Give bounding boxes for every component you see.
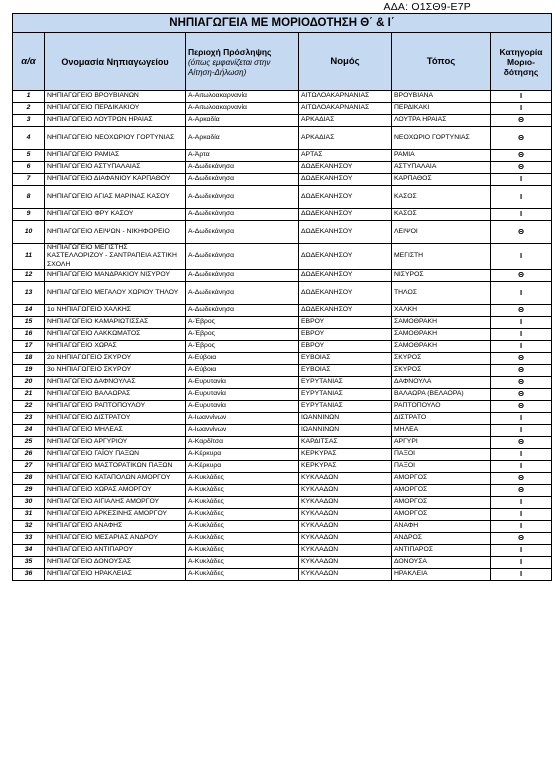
table-row <box>13 150 552 162</box>
recruitment-region: Α-Ευρυτανία <box>186 388 299 400</box>
scoring-category: Θ <box>491 150 552 162</box>
location: ΑΜΟΡΓΟΣ <box>392 496 491 508</box>
prefecture: ΕΥΒΟΙΑΣ <box>299 364 392 376</box>
prefecture: ΚΥΚΛΑΔΩΝ <box>299 568 392 580</box>
header-row <box>13 33 552 91</box>
recruitment-region: Α-Κυκλάδες <box>186 544 299 556</box>
recruitment-region: Α-Ιωαννίνων <box>186 412 299 424</box>
col-header-category: Κατηγορία Μοριο-δότησης <box>491 33 552 91</box>
prefecture: ΕΥΡΥΤΑΝΙΑΣ <box>299 400 392 412</box>
recruitment-region: Α-Έβρος <box>186 328 299 340</box>
recruitment-region: Α-Κέρκυρα <box>186 460 299 472</box>
scoring-category: Ι <box>491 174 552 186</box>
recruitment-region: Α-Κυκλάδες <box>186 484 299 496</box>
recruitment-region: Α-Άρτα <box>186 150 299 162</box>
prefecture: ΕΥΡΥΤΑΝΙΑΣ <box>299 376 392 388</box>
prefecture: ΙΩΑΝΝΙΝΩΝ <box>299 412 392 424</box>
kindergarten-table <box>12 13 552 581</box>
col-header-region-sub: (όπως εμφανίζεται στην Αίτηση-Δήλωση) <box>188 57 271 77</box>
table-row <box>13 103 552 115</box>
table-row <box>13 544 552 556</box>
row-number: 23 <box>13 412 45 424</box>
kindergarten-name: ΝΗΠΙΑΓΩΓΕΙΟ ΔΟΝΟΥΣΑΣ <box>45 556 186 568</box>
kindergarten-name: ΝΗΠΙΑΓΩΓΕΙΟ ΡΑΠΤΟΠΟΥΛΟΥ <box>45 400 186 412</box>
kindergarten-name: ΝΗΠΙΑΓΩΓΕΙΟ ΜΑΝΔΡΑΚΙΟΥ ΝΙΣΥΡΟΥ <box>45 269 186 281</box>
location: ΠΑΞΟΙ <box>392 460 491 472</box>
location: ΑΜΟΡΓΟΣ <box>392 472 491 484</box>
prefecture: ΚΑΡΔΙΤΣΑΣ <box>299 436 392 448</box>
location: ΑΜΟΡΓΟΣ <box>392 484 491 496</box>
recruitment-region: Α-Δωδεκάνησα <box>186 244 299 270</box>
table-row <box>13 412 552 424</box>
table-title-row <box>13 14 552 33</box>
recruitment-region: Α-Δωδεκάνησα <box>186 281 299 304</box>
scoring-category: Ι <box>491 568 552 580</box>
table-row <box>13 448 552 460</box>
table-row <box>13 221 552 244</box>
recruitment-region: Α-Κυκλάδες <box>186 472 299 484</box>
col-header-region <box>186 33 299 91</box>
prefecture: ΚΥΚΛΑΔΩΝ <box>299 556 392 568</box>
row-number: 28 <box>13 472 45 484</box>
scoring-category: Θ <box>491 269 552 281</box>
recruitment-region: Α-Αρκαδία <box>186 127 299 150</box>
recruitment-region: Α-Κέρκυρα <box>186 448 299 460</box>
location: ΔΙΣΤΡΑΤΟ <box>392 412 491 424</box>
prefecture: ΕΥΒΟΙΑΣ <box>299 352 392 364</box>
recruitment-region: Α-Κυκλάδες <box>186 532 299 544</box>
table-row <box>13 186 552 209</box>
location: ΛΕΙΨΟΙ <box>392 221 491 244</box>
col-header-topos: Τόπος <box>392 33 491 91</box>
row-number: 16 <box>13 328 45 340</box>
row-number: 32 <box>13 520 45 532</box>
kindergarten-name: 1ο ΝΗΠΙΑΓΩΓΕΙΟ ΧΑΛΚΗΣ <box>45 304 186 316</box>
kindergarten-name: ΝΗΠΙΑΓΩΓΕΙΟ ΛΕΙΨΩΝ - ΝΙΚΗΦΟΡΕΙΟ <box>45 221 186 244</box>
table-row <box>13 484 552 496</box>
recruitment-region: Α-Κυκλάδες <box>186 508 299 520</box>
prefecture: ΕΥΡΥΤΑΝΙΑΣ <box>299 388 392 400</box>
row-number: 12 <box>13 269 45 281</box>
kindergarten-name: ΝΗΠΙΑΓΩΓΕΙΟ ΑΝΤΙΠΑΡΟΥ <box>45 544 186 556</box>
kindergarten-name: ΝΗΠΙΑΓΩΓΕΙΟ ΔΑΦΝΟΥΛΑΣ <box>45 376 186 388</box>
table-row <box>13 364 552 376</box>
recruitment-region: Α-Κυκλάδες <box>186 568 299 580</box>
scoring-category: Ι <box>491 556 552 568</box>
row-number: 15 <box>13 316 45 328</box>
prefecture: ΚΥΚΛΑΔΩΝ <box>299 496 392 508</box>
location: ΚΑΣΟΣ <box>392 186 491 209</box>
kindergarten-name: ΝΗΠΙΑΓΩΓΕΙΟ ΚΑΜΑΡΙΩΤΙΣΣΑΣ <box>45 316 186 328</box>
prefecture: ΕΒΡΟΥ <box>299 316 392 328</box>
scoring-category: Ι <box>491 340 552 352</box>
row-number: 14 <box>13 304 45 316</box>
table-row <box>13 352 552 364</box>
prefecture: ΙΩΑΝΝΙΝΩΝ <box>299 424 392 436</box>
location: ΡΑΜΙΑ <box>392 150 491 162</box>
location: ΑΣΤΥΠΑΛΑΙΑ <box>392 162 491 174</box>
prefecture: ΚΕΡΚΥΡΑΣ <box>299 448 392 460</box>
row-number: 13 <box>13 281 45 304</box>
table-row <box>13 508 552 520</box>
kindergarten-name: ΝΗΠΙΑΓΩΓΕΙΟ ΧΩΡΑΣ ΑΜΟΡΓΟΥ <box>45 484 186 496</box>
scoring-category: Θ <box>491 304 552 316</box>
kindergarten-name: ΝΗΠΙΑΓΩΓΕΙΟ ΛΑΚΚΩΜΑΤΟΣ <box>45 328 186 340</box>
scoring-category: Ι <box>491 186 552 209</box>
kindergarten-name: ΝΗΠΙΑΓΩΓΕΙΟ ΑΣΤΥΠΑΛΑΙΑΣ <box>45 162 186 174</box>
scoring-category: Ι <box>491 316 552 328</box>
scoring-category: Θ <box>491 364 552 376</box>
table-row <box>13 269 552 281</box>
prefecture: ΔΩΔΕΚΑΝΗΣΟΥ <box>299 221 392 244</box>
location: ΣΚΥΡΟΣ <box>392 352 491 364</box>
kindergarten-name: ΝΗΠΙΑΓΩΓΕΙΟ ΛΟΥΤΡΩΝ ΗΡΑΙΑΣ <box>45 115 186 127</box>
table-body <box>13 91 552 581</box>
table-row <box>13 209 552 221</box>
table-row <box>13 328 552 340</box>
table-row <box>13 91 552 103</box>
kindergarten-name: ΝΗΠΙΑΓΩΓΕΙΟ ΧΩΡΑΣ <box>45 340 186 352</box>
location: ΣΑΜΟΘΡΑΚΗ <box>392 340 491 352</box>
row-number: 10 <box>13 221 45 244</box>
prefecture: ΔΩΔΕΚΑΝΗΣΟΥ <box>299 209 392 221</box>
recruitment-region: Α-Κυκλάδες <box>186 496 299 508</box>
scoring-category: Θ <box>491 352 552 364</box>
prefecture: ΚΕΡΚΥΡΑΣ <box>299 460 392 472</box>
kindergarten-name: ΝΗΠΙΑΓΩΓΕΙΟ ΑΡΚΕΣΙΝΗΣ ΑΜΟΡΓΟΥ <box>45 508 186 520</box>
location: ΧΑΛΚΗ <box>392 304 491 316</box>
recruitment-region: Α-Ευρυτανία <box>186 400 299 412</box>
scoring-category: Ι <box>491 508 552 520</box>
location: ΝΙΣΥΡΟΣ <box>392 269 491 281</box>
col-header-nomos: Νομός <box>299 33 392 91</box>
kindergarten-name: ΝΗΠΙΑΓΩΓΕΙΟ ΑΓΙΑΣ ΜΑΡΙΝΑΣ ΚΑΣΟΥ <box>45 186 186 209</box>
kindergarten-name: ΝΗΠΙΑΓΩΓΕΙΟ ΔΙΣΤΡΑΤΟΥ <box>45 412 186 424</box>
row-number: 30 <box>13 496 45 508</box>
kindergarten-name: ΝΗΠΙΑΓΩΓΕΙΟ ΓΑΪΟΥ ΠΑΞΩΝ <box>45 448 186 460</box>
table-row <box>13 127 552 150</box>
row-number: 35 <box>13 556 45 568</box>
recruitment-region: Α-Εύβοια <box>186 364 299 376</box>
row-number: 7 <box>13 174 45 186</box>
scoring-category: Ι <box>491 91 552 103</box>
prefecture: ΕΒΡΟΥ <box>299 340 392 352</box>
recruitment-region: Α-Κυκλάδες <box>186 556 299 568</box>
table-row <box>13 472 552 484</box>
scoring-category: Θ <box>491 532 552 544</box>
recruitment-region: Α-Αιτωλοακαρνανία <box>186 103 299 115</box>
row-number: 27 <box>13 460 45 472</box>
location: ΔΟΝΟΥΣΑ <box>392 556 491 568</box>
prefecture: ΑΙΤΩΛΟΑΚΑΡΝΑΝΙΑΣ <box>299 103 392 115</box>
row-number: 31 <box>13 508 45 520</box>
location: ΑΡΓΥΡΙ <box>392 436 491 448</box>
scoring-category: Ι <box>491 496 552 508</box>
scoring-category: Ι <box>491 103 552 115</box>
scoring-category: Θ <box>491 436 552 448</box>
table-row <box>13 436 552 448</box>
scoring-category: Θ <box>491 388 552 400</box>
recruitment-region: Α-Δωδεκάνησα <box>186 269 299 281</box>
table-title: ΝΗΠΙΑΓΩΓΕΙΑ ΜΕ ΜΟΡΙΟΔΟΤΗΣΗ Θ΄ & Ι΄ <box>13 14 552 33</box>
location: ΝΕΟΧΩΡΙΟ ΓΟΡΤΥΝΙΑΣ <box>392 127 491 150</box>
location: ΑΝΑΦΗ <box>392 520 491 532</box>
prefecture: ΔΩΔΕΚΑΝΗΣΟΥ <box>299 269 392 281</box>
kindergarten-name: ΝΗΠΙΑΓΩΓΕΙΟ ΡΑΜΙΑΣ <box>45 150 186 162</box>
kindergarten-name: ΝΗΠΙΑΓΩΓΕΙΟ ΠΕΡΔΙΚΑΚΙΟΥ <box>45 103 186 115</box>
kindergarten-name: 3ο ΝΗΠΙΑΓΩΓΕΙΟ ΣΚΥΡΟΥ <box>45 364 186 376</box>
recruitment-region: Α-Έβρος <box>186 340 299 352</box>
row-number: 18 <box>13 352 45 364</box>
location: ΑΝΤΙΠΑΡΟΣ <box>392 544 491 556</box>
scoring-category: Ι <box>491 281 552 304</box>
kindergarten-name: ΝΗΠΙΑΓΩΓΕΙΟ ΝΕΟΧΩΡΙΟΥ ΓΟΡΤΥΝΙΑΣ <box>45 127 186 150</box>
table-row <box>13 520 552 532</box>
table-row <box>13 244 552 270</box>
location: ΡΑΠΤΟΠΟΥΛΟ <box>392 400 491 412</box>
prefecture: ΔΩΔΕΚΑΝΗΣΟΥ <box>299 162 392 174</box>
table-row <box>13 340 552 352</box>
row-number: 22 <box>13 400 45 412</box>
kindergarten-name: 2ο ΝΗΠΙΑΓΩΓΕΙΟ ΣΚΥΡΟΥ <box>45 352 186 364</box>
prefecture: ΑΡΚΑΔΙΑΣ <box>299 115 392 127</box>
prefecture: ΚΥΚΛΑΔΩΝ <box>299 532 392 544</box>
table-row <box>13 424 552 436</box>
prefecture: ΚΥΚΛΑΔΩΝ <box>299 508 392 520</box>
location: ΑΜΟΡΓΟΣ <box>392 508 491 520</box>
scoring-category: Θ <box>491 472 552 484</box>
prefecture: ΔΩΔΕΚΑΝΗΣΟΥ <box>299 244 392 270</box>
row-number: 3 <box>13 115 45 127</box>
table-row <box>13 115 552 127</box>
location: ΒΡΟΥΒΙΑΝΑ <box>392 91 491 103</box>
table-row <box>13 174 552 186</box>
kindergarten-name: ΝΗΠΙΑΓΩΓΕΙΟ ΜΕΣΑΡΙΑΣ ΑΝΔΡΟΥ <box>45 532 186 544</box>
recruitment-region: Α-Αρκαδία <box>186 115 299 127</box>
recruitment-region: Α-Εύβοια <box>186 352 299 364</box>
prefecture: ΚΥΚΛΑΔΩΝ <box>299 484 392 496</box>
scoring-category: Ι <box>491 520 552 532</box>
row-number: 9 <box>13 209 45 221</box>
kindergarten-name: ΝΗΠΙΑΓΩΓΕΙΟ ΜΑΣΤΟΡΑΤΙΚΩΝ ΠΑΞΩΝ <box>45 460 186 472</box>
location: ΚΑΣΟΣ <box>392 209 491 221</box>
kindergarten-name: ΝΗΠΙΑΓΩΓΕΙΟ ΒΑΛΑΩΡΑΣ <box>45 388 186 400</box>
kindergarten-name: ΝΗΠΙΑΓΩΓΕΙΟ ΑΡΓΥΡΙΟΥ <box>45 436 186 448</box>
scoring-category: Θ <box>491 115 552 127</box>
row-number: 21 <box>13 388 45 400</box>
prefecture: ΔΩΔΕΚΑΝΗΣΟΥ <box>299 186 392 209</box>
row-number: 8 <box>13 186 45 209</box>
recruitment-region: Α-Αιτωλοακαρνανία <box>186 91 299 103</box>
prefecture: ΔΩΔΕΚΑΝΗΣΟΥ <box>299 304 392 316</box>
scoring-category: Θ <box>491 162 552 174</box>
location: ΔΑΦΝΟΥΛΑ <box>392 376 491 388</box>
prefecture: ΑΙΤΩΛΟΑΚΑΡΝΑΝΙΑΣ <box>299 91 392 103</box>
recruitment-region: Α-Έβρος <box>186 316 299 328</box>
row-number: 20 <box>13 376 45 388</box>
row-number: 34 <box>13 544 45 556</box>
kindergarten-name: ΝΗΠΙΑΓΩΓΕΙΟ ΔΙΑΦΑΝΙΟΥ ΚΑΡΠΑΘΟΥ <box>45 174 186 186</box>
recruitment-region: Α-Δωδεκάνησα <box>186 304 299 316</box>
scoring-category: Θ <box>491 484 552 496</box>
table-row <box>13 376 552 388</box>
location: ΚΑΡΠΑΘΟΣ <box>392 174 491 186</box>
row-number: 1 <box>13 91 45 103</box>
scoring-category: Θ <box>491 400 552 412</box>
kindergarten-name: ΝΗΠΙΑΓΩΓΕΙΟ ΑΝΑΦΗΣ <box>45 520 186 532</box>
table-row <box>13 532 552 544</box>
recruitment-region: Α-Ευρυτανία <box>186 376 299 388</box>
kindergarten-name: ΝΗΠΙΑΓΩΓΕΙΟ ΑΙΓΙΑΛΗΣ ΑΜΟΡΓΟΥ <box>45 496 186 508</box>
scoring-category: Ι <box>491 244 552 270</box>
scoring-category: Ι <box>491 209 552 221</box>
scoring-category: Ι <box>491 328 552 340</box>
location: ΗΡΑΚΛΕΙΑ <box>392 568 491 580</box>
kindergarten-name: ΝΗΠΙΑΓΩΓΕΙΟ ΜΗΛΕΑΣ <box>45 424 186 436</box>
recruitment-region: Α-Κυκλάδες <box>186 520 299 532</box>
prefecture: ΔΩΔΕΚΑΝΗΣΟΥ <box>299 281 392 304</box>
row-number: 24 <box>13 424 45 436</box>
location: ΜΗΛΕΑ <box>392 424 491 436</box>
recruitment-region: Α-Δωδεκάνησα <box>186 186 299 209</box>
kindergarten-name: ΝΗΠΙΑΓΩΓΕΙΟ ΜΕΓΙΣΤΗΣ ΚΑΣΤΕΛΛΟΡΙΖΟΥ - ΣΑΝΤΡΑΠΕΙΑ ΑΣΤΙΚΗ ΣΧΟΛΗ <box>45 244 186 270</box>
scoring-category: Θ <box>491 376 552 388</box>
table-row <box>13 556 552 568</box>
row-number: 33 <box>13 532 45 544</box>
location: ΛΟΥΤΡΑ ΗΡΑΙΑΣ <box>392 115 491 127</box>
scoring-category: Ι <box>491 448 552 460</box>
kindergarten-name: ΝΗΠΙΑΓΩΓΕΙΟ ΒΡΟΥΒΙΑΝΩΝ <box>45 91 186 103</box>
row-number: 4 <box>13 127 45 150</box>
prefecture: ΔΩΔΕΚΑΝΗΣΟΥ <box>299 174 392 186</box>
row-number: 17 <box>13 340 45 352</box>
prefecture: ΑΡΚΑΔΙΑΣ <box>299 127 392 150</box>
scoring-category: Ι <box>491 424 552 436</box>
scoring-category: Θ <box>491 221 552 244</box>
row-number: 11 <box>13 244 45 270</box>
table-row <box>13 400 552 412</box>
recruitment-region: Α-Δωδεκάνησα <box>186 209 299 221</box>
table-row <box>13 281 552 304</box>
row-number: 6 <box>13 162 45 174</box>
col-header-name: Ονομασία Νηπιαγωγείου <box>45 33 186 91</box>
recruitment-region: Α-Δωδεκάνησα <box>186 162 299 174</box>
table-row <box>13 460 552 472</box>
row-number: 29 <box>13 484 45 496</box>
table-row <box>13 496 552 508</box>
recruitment-region: Α-Δωδεκάνησα <box>186 221 299 244</box>
row-number: 25 <box>13 436 45 448</box>
kindergarten-name: ΝΗΠΙΑΓΩΓΕΙΟ ΜΕΓΑΛΟΥ ΧΩΡΙΟΥ ΤΗΛΟΥ <box>45 281 186 304</box>
location: ΣΑΜΟΘΡΑΚΗ <box>392 316 491 328</box>
document-code: ΑΔΑ: Ο1ΣΘ9-Ε7Ρ <box>383 1 471 13</box>
location: ΒΑΛΑΩΡΑ (ΒΕΛΑΟΡΑ) <box>392 388 491 400</box>
scoring-category: Ι <box>491 412 552 424</box>
scoring-category: Ι <box>491 544 552 556</box>
col-header-aa: α/α <box>13 33 45 91</box>
prefecture: ΚΥΚΛΑΔΩΝ <box>299 520 392 532</box>
prefecture: ΚΥΚΛΑΔΩΝ <box>299 544 392 556</box>
row-number: 2 <box>13 103 45 115</box>
scoring-category: Ι <box>491 460 552 472</box>
prefecture: ΑΡΤΑΣ <box>299 150 392 162</box>
scoring-category: Θ <box>491 127 552 150</box>
recruitment-region: Α-Ιωαννίνων <box>186 424 299 436</box>
row-number: 19 <box>13 364 45 376</box>
location: ΤΗΛΟΣ <box>392 281 491 304</box>
table-row <box>13 162 552 174</box>
location: ΑΝΔΡΟΣ <box>392 532 491 544</box>
location: ΠΕΡΔΙΚΑΚΙ <box>392 103 491 115</box>
row-number: 26 <box>13 448 45 460</box>
table-row <box>13 316 552 328</box>
kindergarten-name: ΝΗΠΙΑΓΩΓΕΙΟ ΦΡΥ ΚΑΣΟΥ <box>45 209 186 221</box>
prefecture: ΚΥΚΛΑΔΩΝ <box>299 472 392 484</box>
recruitment-region: Α-Δωδεκάνησα <box>186 174 299 186</box>
table-row <box>13 568 552 580</box>
table-row <box>13 388 552 400</box>
recruitment-region: Α-Καρδίτσα <box>186 436 299 448</box>
kindergarten-name: ΝΗΠΙΑΓΩΓΕΙΟ ΗΡΑΚΛΕΙΑΣ <box>45 568 186 580</box>
kindergarten-name: ΝΗΠΙΑΓΩΓΕΙΟ ΚΑΤΑΠΟΛΩΝ ΑΜΟΡΓΟΥ <box>45 472 186 484</box>
location: ΜΕΓΙΣΤΗ <box>392 244 491 270</box>
row-number: 5 <box>13 150 45 162</box>
location: ΣΑΜΟΘΡΑΚΗ <box>392 328 491 340</box>
col-header-region-main: Περιοχή Πρόσληψης <box>188 46 272 57</box>
prefecture: ΕΒΡΟΥ <box>299 328 392 340</box>
row-number: 36 <box>13 568 45 580</box>
location: ΣΚΥΡΟΣ <box>392 364 491 376</box>
table-row <box>13 304 552 316</box>
location: ΠΑΞΟΙ <box>392 448 491 460</box>
